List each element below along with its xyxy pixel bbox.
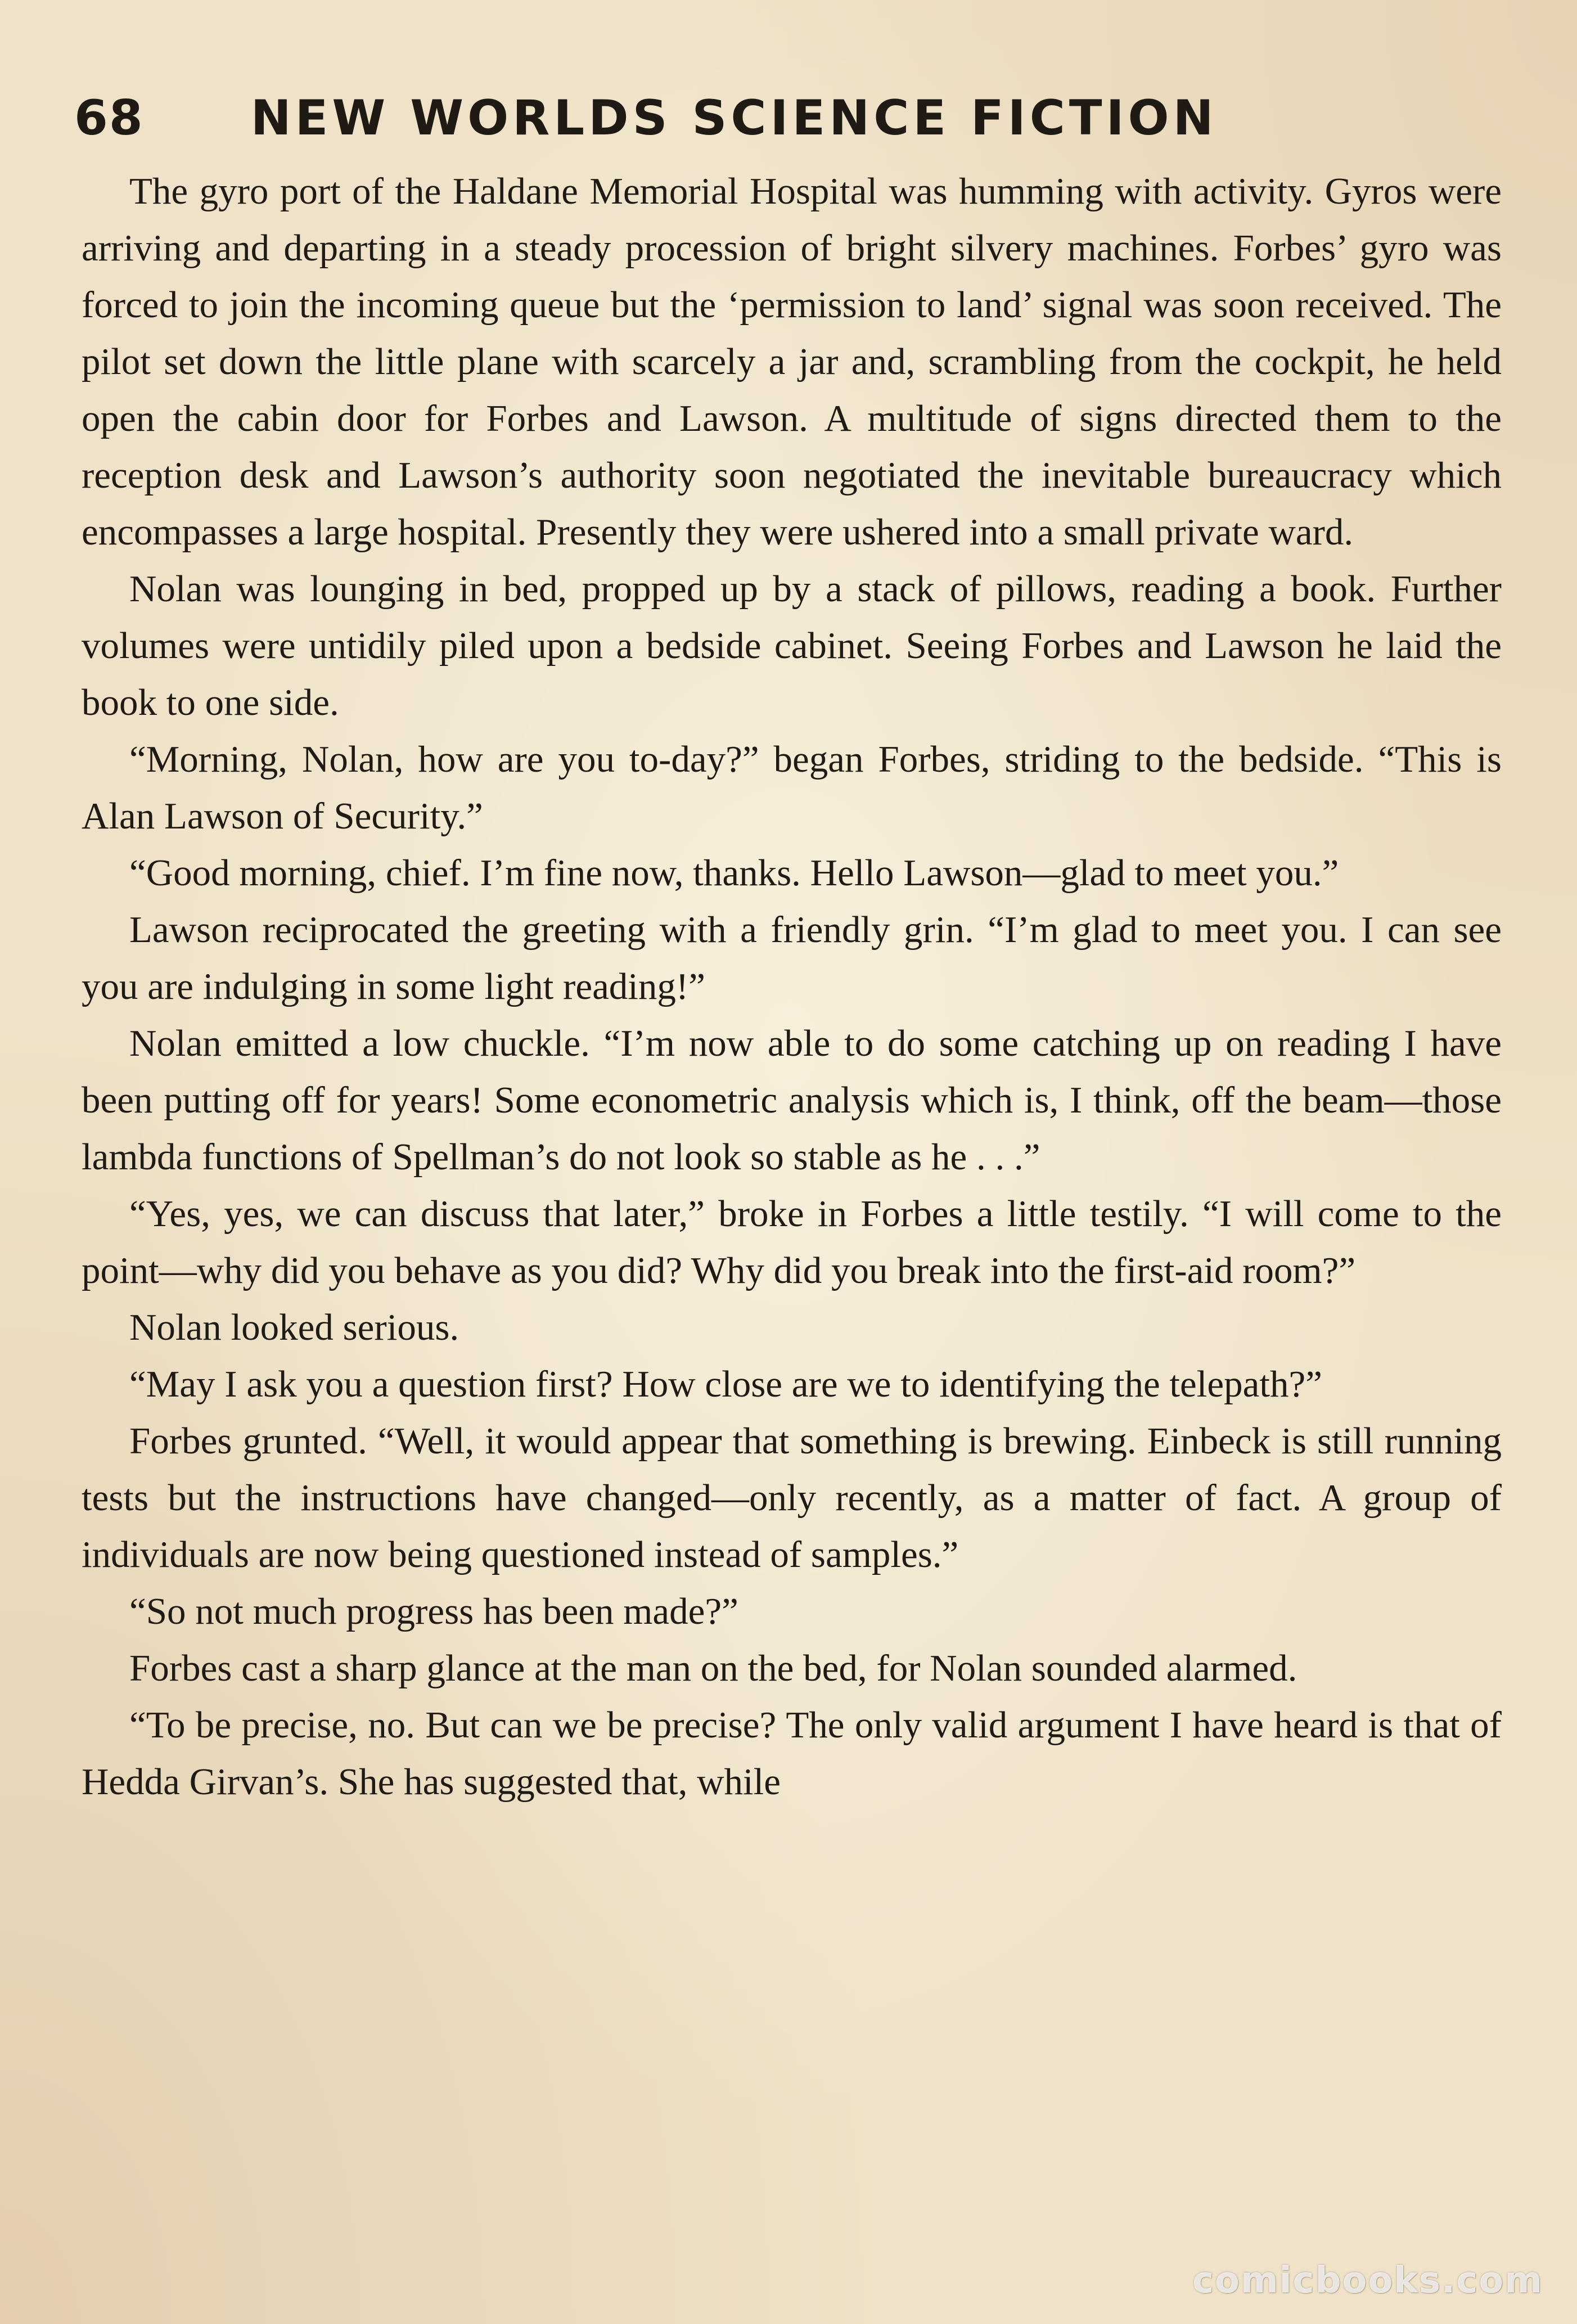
paragraph: “So not much progress has been made?” [129,1591,738,1632]
paragraph: “May I ask you a question first? How close are we to identifying the telepath?” [129,1363,1322,1405]
paragraph: “Yes, yes, we can discuss that later,” broke in Forbes a little testily. “I will come to the point—why did you behave as you did? Why did you break into the first-aid room?” [82,1193,1502,1291]
paragraph: Nolan looked serious. [129,1307,459,1348]
paragraph: Nolan emitted a low chuckle. “I’m now able to do some catching up on reading I have been putting off for years! Some econometric analysis which is, I think, off the beam—those lambda functions of Spellman’s do not look so stable as he . . .” [82,1023,1502,1178]
paragraph: “Good morning, chief. I’m fine now, thanks. Hello Lawson—glad to meet you.” [129,852,1339,894]
paragraph: Forbes grunted. “Well, it would appear that something is brewing. Einbeck is still running tests but the instructions have changed—only recently, as a matter of fact. A group of individuals are now being questioned instead of samples.” [82,1420,1502,1575]
paragraph: “Morning, Nolan, how are you to-day?” began Forbes, striding to the bedside. “This is Alan Lawson of Security.” [82,738,1502,837]
paragraph: Forbes cast a sharp glance at the man on the bed, for Nolan sounded alarmed. [129,1647,1297,1689]
page-number: 68 [74,90,144,146]
paragraph: Nolan was lounging in bed, propped up by a stack of pillows, reading a book. Further volumes were untidily piled upon a bedside cabinet. Seeing Forbes and Lawson he laid the book to one side. [82,568,1502,723]
paragraph: The gyro port of the Haldane Memorial Hospital was humming with activity. Gyros were arriving and departing in a steady procession of bright silvery machines. Forbes’ gyro was forced to join the incoming queue but the ‘permission to land’ signal was soon received. The pilot set down the little plane with scarcely a jar and, scrambling from the cockpit, he held open the cabin door for Forbes and Lawson. A multitude of signs directed them to the reception desk and Lawson’s authority soon negotiated the inevitable bureaucracy which encompasses a large hospital. Presently they were ushered into a small private ward. [82,170,1502,553]
body-text [82,163,1502,1810]
paragraph: Lawson reciprocated the greeting with a friendly grin. “I’m glad to meet you. I can see you are indulging in some light reading!” [82,909,1502,1007]
watermark: comicbooks.com [1192,2260,1543,2302]
paragraph: “To be precise, no. But can we be precise? The only valid argument I have heard is that of Hedda Girvan’s. She has suggested that, while [82,1704,1502,1803]
page-header [74,79,1514,157]
running-title: NEW WORLDS SCIENCE FICTION [250,90,1218,146]
